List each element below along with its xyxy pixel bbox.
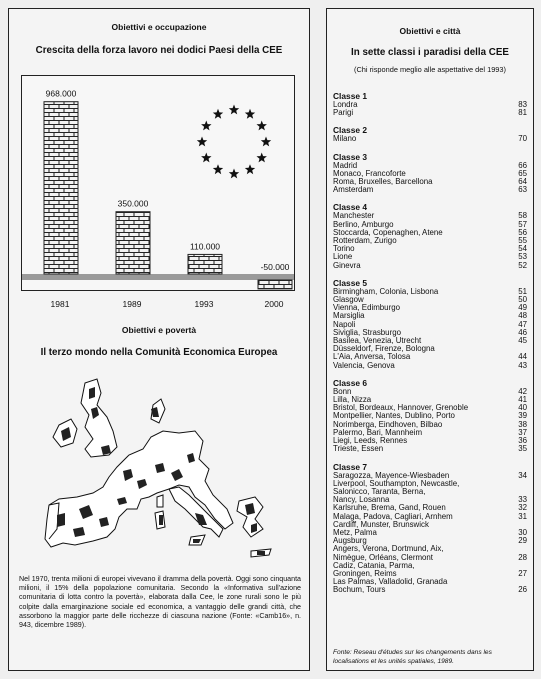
city-name: Madrid <box>333 160 358 170</box>
section1-kicker: Obiettivi e occupazione <box>111 22 207 32</box>
city-name: Salonicco, Taranta, Berna, <box>333 486 426 496</box>
city-name: Bonn <box>333 386 352 396</box>
city-score: 32 <box>518 503 527 513</box>
city-name: Siviglia, Strasburgo <box>333 327 401 337</box>
list-item <box>333 237 527 245</box>
chart-svg <box>22 76 294 290</box>
eu-star-icon <box>229 105 239 115</box>
city-score: 30 <box>518 527 527 537</box>
city-name: Nancy, Losanna <box>333 495 390 505</box>
city-name: Lione <box>333 252 353 262</box>
eu-star-icon <box>261 137 271 147</box>
city-score: 66 <box>518 160 527 170</box>
city-name: Liverpool, Southampton, Newcastle, <box>333 478 460 488</box>
data-label-1981: 968.000 <box>45 88 77 99</box>
city-score: 65 <box>518 168 527 178</box>
bar-1993 <box>188 254 222 274</box>
city-score: 57 <box>518 219 527 229</box>
eu-star-icon <box>245 109 255 119</box>
eu-star-icon <box>197 137 207 147</box>
city-score: 41 <box>518 395 527 405</box>
city-name: Napoli <box>333 319 356 329</box>
city-name: Groningen, Reims <box>333 568 397 578</box>
x-tick-1993: 1993 <box>194 299 214 309</box>
city-name: Valencia, Genova <box>333 360 395 370</box>
list-item <box>333 186 527 194</box>
left-panel <box>8 8 310 671</box>
city-name: Milano <box>333 134 357 144</box>
city-score: 70 <box>518 134 527 144</box>
city-name: Glasgow <box>333 295 364 305</box>
data-label-1989: 350.000 <box>117 198 149 209</box>
city-name: Metz, Palma <box>333 527 377 537</box>
city-name: Rotterdam, Zurigo <box>333 236 397 246</box>
city-name: Montpellier, Nantes, Dublino, Porto <box>333 411 455 421</box>
class-heading: Classe 6 <box>333 377 367 388</box>
data-label-1993: 110.000 <box>189 241 221 252</box>
city-score: 38 <box>518 419 527 429</box>
bar-2000 <box>258 280 292 289</box>
class-heading: Classe 7 <box>333 461 367 472</box>
city-score: 27 <box>518 568 527 578</box>
data-label-2000: -50.000 <box>260 262 290 272</box>
x-tick-1981: 1981 <box>50 299 70 309</box>
city-name: Monaco, Francoforte <box>333 168 406 178</box>
city-score: 42 <box>518 386 527 396</box>
city-score: 46 <box>518 327 527 337</box>
city-score: 53 <box>518 252 527 262</box>
city-score: 44 <box>518 352 527 362</box>
city-score: 34 <box>518 470 527 480</box>
city-name: Trieste, Essen <box>333 444 384 454</box>
class-heading: Classe 3 <box>333 151 367 162</box>
city-name: Roma, Bruxelles, Barcellona <box>333 177 433 187</box>
zero-baseline-band <box>22 274 294 280</box>
class-heading: Classe 1 <box>333 91 367 101</box>
city-name: Berlino, Amburgo <box>333 219 394 229</box>
city-name: Ginevra <box>333 260 361 270</box>
europe-poverty-map <box>19 369 301 569</box>
city-score: 49 <box>518 303 527 313</box>
eu-star-icon <box>257 153 267 163</box>
city-score: 63 <box>518 185 527 195</box>
city-score: 48 <box>518 311 527 321</box>
city-score: 36 <box>518 436 527 446</box>
city-score: 35 <box>518 444 527 454</box>
city-name: Manchester <box>333 211 375 221</box>
city-name: Lilla, Nizza <box>333 395 372 405</box>
poverty-paragraph: Nel 1970, trenta milioni di europei vivevano il dramma della povertà. Oggi sono cinquanta milioni, il 15% della popolazione comunitaria. Secondo la «Informativa sull'azione comunitaria di lotta contro la povertà», elaborata dalla Cee, le zone rurali sono le più colpite dalla emarginazione sociale ed economica, a vantaggio delle grandi città, che assorbono la maggior parte delle ricchezze di ciascuna nazione (Fonte: «Camb16», n. 943, dicembre 1989). <box>19 575 301 630</box>
city-name: Bristol, Bordeaux, Hannover, Grenoble <box>333 403 469 413</box>
list-item <box>333 586 527 594</box>
city-name: Torino <box>333 244 355 254</box>
eu-star-icon <box>201 153 211 163</box>
city-score: 58 <box>518 211 527 221</box>
city-name: Cardiff, Munster, Brunswick <box>333 519 429 529</box>
city-name: Augsburg <box>333 536 367 546</box>
list-item <box>333 109 527 117</box>
city-name: Birmingham, Colonia, Lisbona <box>333 286 439 296</box>
class-heading: Classe 4 <box>333 202 367 213</box>
city-score: 31 <box>518 511 527 521</box>
city-name: Malaga, Padova, Cagliari, Arnhem <box>333 511 453 521</box>
city-ranking-list <box>333 91 527 595</box>
city-name: Düsseldorf, Firenze, Bologna <box>333 344 435 354</box>
list-item <box>333 362 527 370</box>
right-kicker: Obiettivi e città <box>399 26 461 36</box>
section1-title: Crescita della forza lavoro nei dodici Paesi della CEE <box>35 45 283 56</box>
city-name: Stoccarda, Copenaghen, Atene <box>333 227 443 237</box>
city-score: 52 <box>518 260 527 270</box>
bar-1981 <box>44 102 78 274</box>
x-tick-2000: 2000 <box>264 299 284 309</box>
city-score: 28 <box>518 552 527 562</box>
city-name: Las Palmas, Valladolid, Granada <box>333 577 448 587</box>
city-score: 50 <box>518 295 527 305</box>
city-name: Liegi, Leeds, Rennes <box>333 436 408 446</box>
city-name: Nimègue, Orléans, Clermont <box>333 552 433 562</box>
section2-title: Il terzo mondo nella Comunità Economica Europea <box>40 347 278 358</box>
city-name: Norimberga, Eindhoven, Bilbao <box>333 419 443 429</box>
section2-kicker: Obiettivi e povertà <box>121 325 197 335</box>
city-score: 81 <box>518 108 527 118</box>
list-item <box>333 312 527 320</box>
list-item <box>333 262 527 270</box>
list-item <box>333 445 527 453</box>
city-name: Saragozza, Mayence-Wiesbaden <box>333 470 450 480</box>
city-score: 83 <box>518 100 527 109</box>
right-title: In sette classi i paradisi della CEE <box>351 47 509 58</box>
city-score: 64 <box>518 177 527 187</box>
city-name: Bochum, Tours <box>333 585 386 595</box>
city-name: Karlsruhe, Brema, Gand, Rouen <box>333 503 446 513</box>
city-score: 26 <box>518 585 527 595</box>
city-score: 51 <box>518 286 527 296</box>
bar-1989 <box>116 212 150 274</box>
city-score: 33 <box>518 495 527 505</box>
class-heading: Classe 5 <box>333 277 367 288</box>
city-score: 37 <box>518 427 527 437</box>
city-score: 56 <box>518 227 527 237</box>
city-score: 29 <box>518 536 527 546</box>
eu-star-icon <box>229 169 239 179</box>
city-name: Vienna, Edimburgo <box>333 303 400 313</box>
eu-star-icon <box>245 164 255 174</box>
right-panel <box>326 8 534 671</box>
eu-star-icon <box>257 121 267 131</box>
city-name: Cadiz, Catania, Parma, <box>333 560 415 570</box>
right-subtitle: (Chi risponde meglio alle aspettative del 1993) <box>353 65 506 74</box>
city-name: Basilea, Venezia, Utrecht <box>333 336 422 346</box>
list-item <box>333 245 527 253</box>
class-heading: Classe 2 <box>333 125 367 136</box>
workforce-chart <box>21 75 295 291</box>
city-score: 55 <box>518 236 527 246</box>
list-item <box>333 253 527 261</box>
city-score: 54 <box>518 244 527 254</box>
city-name: Angers, Verona, Dortmund, Aix, <box>333 544 444 554</box>
city-score: 43 <box>518 360 527 370</box>
city-name: Palermo, Bari, Mannheim <box>333 427 423 437</box>
city-score: 45 <box>518 336 527 346</box>
city-score: 47 <box>518 319 527 329</box>
list-item <box>333 101 527 109</box>
x-tick-1989: 1989 <box>122 299 142 309</box>
city-name: Londra <box>333 100 358 109</box>
eu-star-icon <box>213 109 223 119</box>
city-name: Amsterdam <box>333 185 374 195</box>
city-name: L'Aia, Anversa, Tolosa <box>333 352 411 362</box>
eu-star-icon <box>201 121 211 131</box>
eu-star-icon <box>213 164 223 174</box>
city-score: 39 <box>518 411 527 421</box>
city-name: Parigi <box>333 108 354 118</box>
source-note: Fonte: Reseau d'études sur les changements dans les localisations et les unités spatiales, 1989. <box>333 649 492 665</box>
city-name: Marsiglia <box>333 311 365 321</box>
city-score: 40 <box>518 403 527 413</box>
city-score <box>511 480 527 488</box>
list-item <box>333 135 527 143</box>
